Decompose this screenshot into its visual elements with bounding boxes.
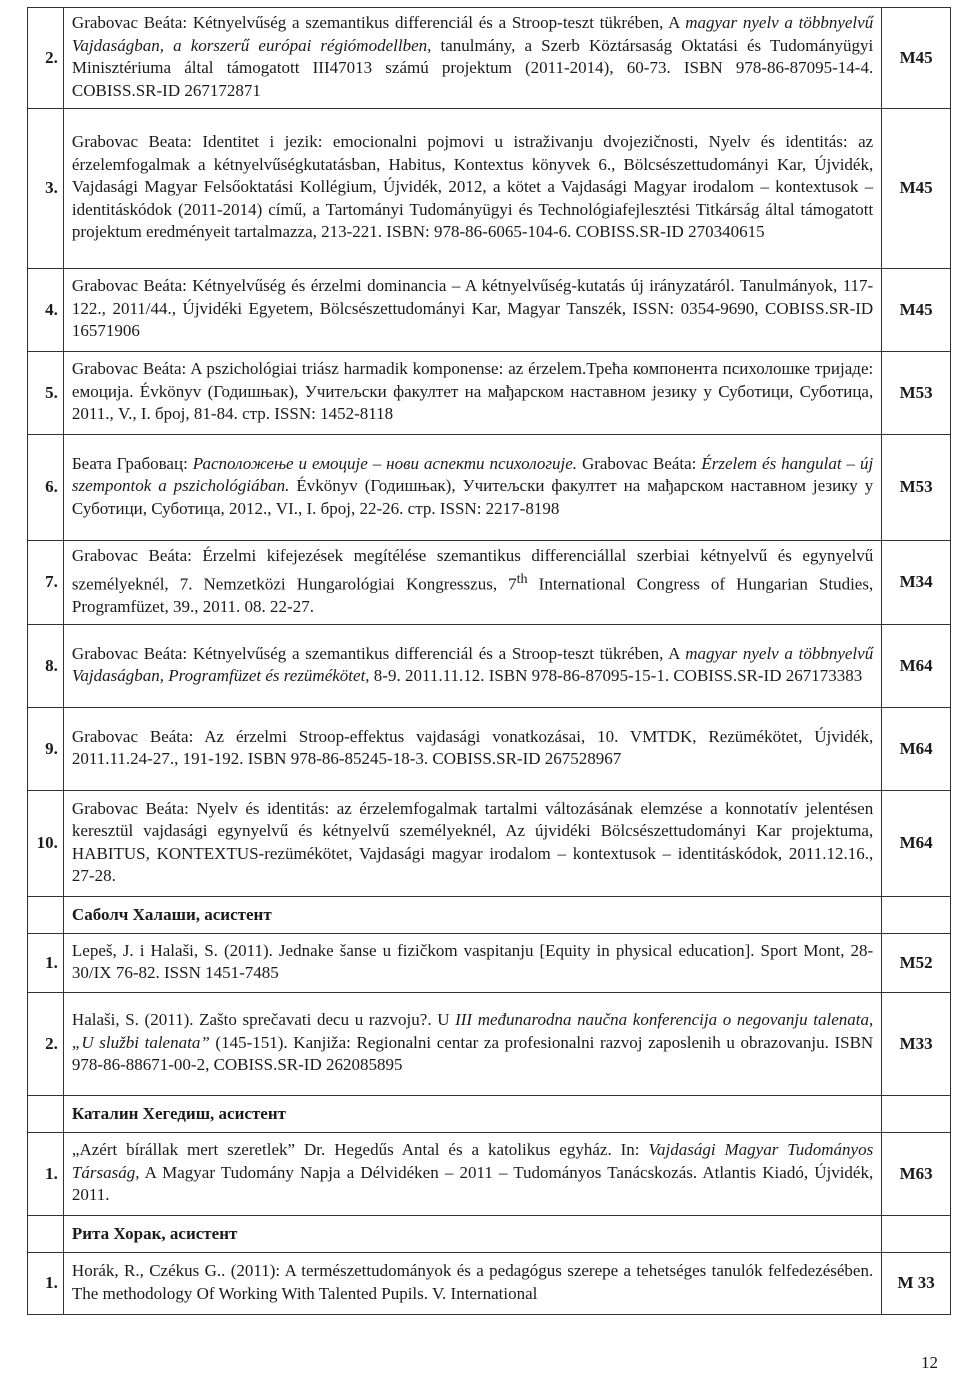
citation-italic: magyar nyelv a többnyelvű Vajdaságban, a korszerű európai régiómodellben, bbox=[71, 13, 874, 55]
citation-text bbox=[63, 435, 881, 541]
citation-segment: tanulmány, a Szerb Köztársaság Oktatási és Tudományügyi Minisztériuma által támogatott III47013 számú projektum (2011-2014), 60-73. ISBN 978-86-87095-14-4. COBISS.SR-ID 267172871 bbox=[71, 35, 874, 100]
citation-segment: Horák, R., Czékus G.. (2011): A természettudományok és a pedagógus szerepe a tehetséges tanulók felfedezésében. The methodology Of Working With Talented Pupils. V. International bbox=[71, 1261, 874, 1303]
citation-italic: Vajdasági Magyar Tudományos Társaság, bbox=[71, 1140, 874, 1182]
citation-text bbox=[63, 269, 881, 352]
category-code: M45 bbox=[882, 109, 951, 269]
author-header: Саболч Халаши, асистент bbox=[63, 897, 881, 934]
citation-segment: (145-151). Kanjiža: Regionalni centar za profesionalni razvoj zaposlenih u obrazovanju. ISBN 978-86-88671-00-2, COBISS.SR-ID 262085895 bbox=[71, 1032, 874, 1075]
category-code: M64 bbox=[882, 708, 951, 791]
entry-number: 1. bbox=[28, 1133, 64, 1216]
author-header-row bbox=[28, 897, 951, 934]
citation-segment: Grabovac Beáta: Kétnyelvűség és érzelmi dominancia – A kétnyelvűség-kutatás új irányzatáról. Tanulmányok, 117-122., 2011/44., Újvidéki Egyetem, Bölcsészettudományi Kar, Magyar Tanszék, ISSN: 0354-9690, COBISS.SR-ID 16571906 bbox=[71, 276, 874, 341]
citation-segment: International Congress of Hungarian Studies, Programfüzet, 39., 2011. 08. 22-27. bbox=[71, 574, 874, 616]
citation-italic: Érzelem és hangulat – új szempontok a pszichológiában. bbox=[71, 453, 874, 496]
bibliography-row bbox=[28, 934, 951, 993]
citation-text bbox=[63, 1253, 881, 1315]
entry-number: 7. bbox=[28, 541, 64, 625]
entry-number: 3. bbox=[28, 109, 64, 269]
citation-text bbox=[63, 109, 881, 269]
citation-segment: Évkönyv (Годишњак), Учитељски факултет на мађарском наставном језику у Суботици, Суботица, 2012., VI., I. број, 22-26. стр. ISSN: 2217-8198 bbox=[71, 476, 874, 518]
citation-text bbox=[63, 625, 881, 708]
bibliography-row bbox=[28, 791, 951, 897]
entry-number: 2. bbox=[28, 993, 64, 1096]
category-code: M53 bbox=[882, 435, 951, 541]
author-header: Рита Хорак, асистент bbox=[63, 1216, 881, 1253]
citation-text bbox=[63, 8, 881, 109]
entry-number: 10. bbox=[28, 791, 64, 897]
bibliography-row bbox=[28, 993, 951, 1096]
citation-text bbox=[63, 541, 881, 625]
citation-italic: magyar nyelv a többnyelvű Vajdaságban, Programfüzet és rezümékötet, bbox=[71, 643, 874, 686]
citation-segment: Grabovac Beáta: bbox=[577, 453, 702, 473]
category-code: M63 bbox=[882, 1133, 951, 1216]
citation-segment: Halaši, S. (2011). Zašto sprečavati decu u razvoju?. U bbox=[71, 1010, 456, 1030]
bibliography-row bbox=[28, 435, 951, 541]
category-code: M52 bbox=[882, 934, 951, 993]
citation-segment: 8-9. 2011.11.12. ISBN 978-86-87095-15-1. COBISS.SR-ID 267173383 bbox=[369, 666, 863, 686]
category-code: M 33 bbox=[882, 1253, 951, 1315]
author-header-row bbox=[28, 1216, 951, 1253]
category-code: M33 bbox=[882, 993, 951, 1096]
citation-text bbox=[63, 708, 881, 791]
author-header-row bbox=[28, 1096, 951, 1133]
bibliography-row bbox=[28, 8, 951, 109]
entry-number: 9. bbox=[28, 708, 64, 791]
bibliography-row bbox=[28, 269, 951, 352]
citation-segment: „Azért bírállak mert szeretlek” Dr. Hegedűs Antal és a katolikus egyház. In: bbox=[71, 1140, 649, 1160]
citation-segment: Grabovac Beata: Identitet i jezik: emocionalni pojmovi u istraživanju dvojezičnosti, Nyelv és identitás: az érzelemfogalmak a kétnyelvűségkutatásban, Habitus, Kontextus könyvek 6., Bölcsészettudományi Kar, Újvidék, Vajdasági Magyar Felsőoktatási Kollégium, Újvidék, 2012, a kötet a Vajdasági Magyar irodalom – kontextusok – identitáskódok (2011-2014) című, a Tartományi Tudományügyi és Technológiafejlesztési Titkárság által támogatott projektum eredményeit tartalmazza, 213-221. ISBN: 978-86-6065-104-6. COBISS.SR-ID 270340615 bbox=[71, 132, 874, 242]
citation-segment: Grabovac Beáta: Érzelmi kifejezések megítélése szemantikus differenciállal szerbiai kétnyelvű és egynyelvű személyeknél, 7. Nemzetközi Hungarológiai Kongresszus, 7 bbox=[71, 546, 874, 594]
blank-cell bbox=[882, 1216, 951, 1253]
citation-segment: Grabovac Beáta: Az érzelmi Stroop-effektus vajdasági vonatkozásai, 10. VMTDK, Rezümékötet, Újvidék, 2011.11.24-27., 191-192. ISBN 978-86-85245-18-3. COBISS.SR-ID 267528967 bbox=[71, 726, 874, 769]
citation-text bbox=[63, 352, 881, 435]
citation-segment: Lepeš, J. i Halaši, S. (2011). Jednake šanse u fizičkom vaspitanju [Equity in physical education]. Sport Mont, 28-30/IX 76-82. ISSN 1451-7485 bbox=[71, 940, 874, 983]
blank-cell bbox=[28, 1096, 64, 1133]
citation-text bbox=[63, 993, 881, 1096]
blank-cell bbox=[882, 897, 951, 934]
author-header: Каталин Хегедиш, асистент bbox=[63, 1096, 881, 1133]
bibliography-table bbox=[27, 7, 951, 1315]
blank-cell bbox=[28, 1216, 64, 1253]
category-code: M34 bbox=[882, 541, 951, 625]
bibliography-body bbox=[28, 8, 951, 1315]
category-code: M45 bbox=[882, 8, 951, 109]
citation-segment: A Magyar Tudomány Napja a Délvidéken – 2011 – Tudományos Tanácskozás. Atlantis Kiadó, Újvidék, 2011. bbox=[71, 1162, 874, 1205]
citation-superscript: th bbox=[516, 570, 528, 587]
citation-segment: Беата Грабовац: bbox=[71, 453, 193, 473]
citation-segment: Grabovac Beáta: Nyelv és identitás: az érzelemfogalmak tartalmi változásának elemzése a konnotatív jelentésen keresztül vajdasági egynyelvű és kétnyelvű személyeknél, Az újvidéki Bölcsészettudományi Kar projektuma, HABITUS, KONTEXTUS-rezümékötet, Vajdasági magyar irodalom – kontextusok – identitáskódok, 2011.12.16., 27-28. bbox=[71, 798, 874, 886]
citation-segment: Grabovac Beáta: A pszichológiai triász harmadik komponense: az érzelem.Трећа компонента психолошке тријаде: емоција. Évkönyv (Годишњак), Учитељски факултет на мађарском наставном језику у Суботици, Суботица, 2011., V., I. број, 81-84. стр. ISSN: 1452-8118 bbox=[71, 359, 874, 424]
citation-italic: III međunarodna naučna konferencija o negovanju talenata, „U službi talenata” bbox=[71, 1010, 874, 1052]
category-code: M45 bbox=[882, 269, 951, 352]
bibliography-row bbox=[28, 625, 951, 708]
entry-number: 1. bbox=[28, 1253, 64, 1315]
bibliography-row bbox=[28, 708, 951, 791]
entry-number: 6. bbox=[28, 435, 64, 541]
entry-number: 2. bbox=[28, 8, 64, 109]
citation-segment: Grabovac Beáta: Kétnyelvűség a szemantikus differenciál és a Stroop-teszt tükrében, A bbox=[71, 643, 686, 663]
blank-cell bbox=[882, 1096, 951, 1133]
entry-number: 5. bbox=[28, 352, 64, 435]
citation-segment: Grabovac Beáta: Kétnyelvűség a szemantikus differenciál és a Stroop-teszt tükrében, A bbox=[71, 13, 686, 32]
bibliography-row bbox=[28, 1133, 951, 1216]
category-code: M53 bbox=[882, 352, 951, 435]
entry-number: 1. bbox=[28, 934, 64, 993]
citation-text bbox=[63, 791, 881, 897]
category-code: M64 bbox=[882, 625, 951, 708]
citation-text bbox=[63, 1133, 881, 1216]
bibliography-row bbox=[28, 541, 951, 625]
citation-italic: Расположење и емоције – нови аспекти психологије. bbox=[192, 453, 577, 473]
blank-cell bbox=[28, 897, 64, 934]
citation-text bbox=[63, 934, 881, 993]
page-number: 12 bbox=[921, 1353, 938, 1372]
category-code: M64 bbox=[882, 791, 951, 897]
entry-number: 8. bbox=[28, 625, 64, 708]
entry-number: 4. bbox=[28, 269, 64, 352]
bibliography-row bbox=[28, 109, 951, 269]
bibliography-row bbox=[28, 352, 951, 435]
bibliography-row bbox=[28, 1253, 951, 1315]
